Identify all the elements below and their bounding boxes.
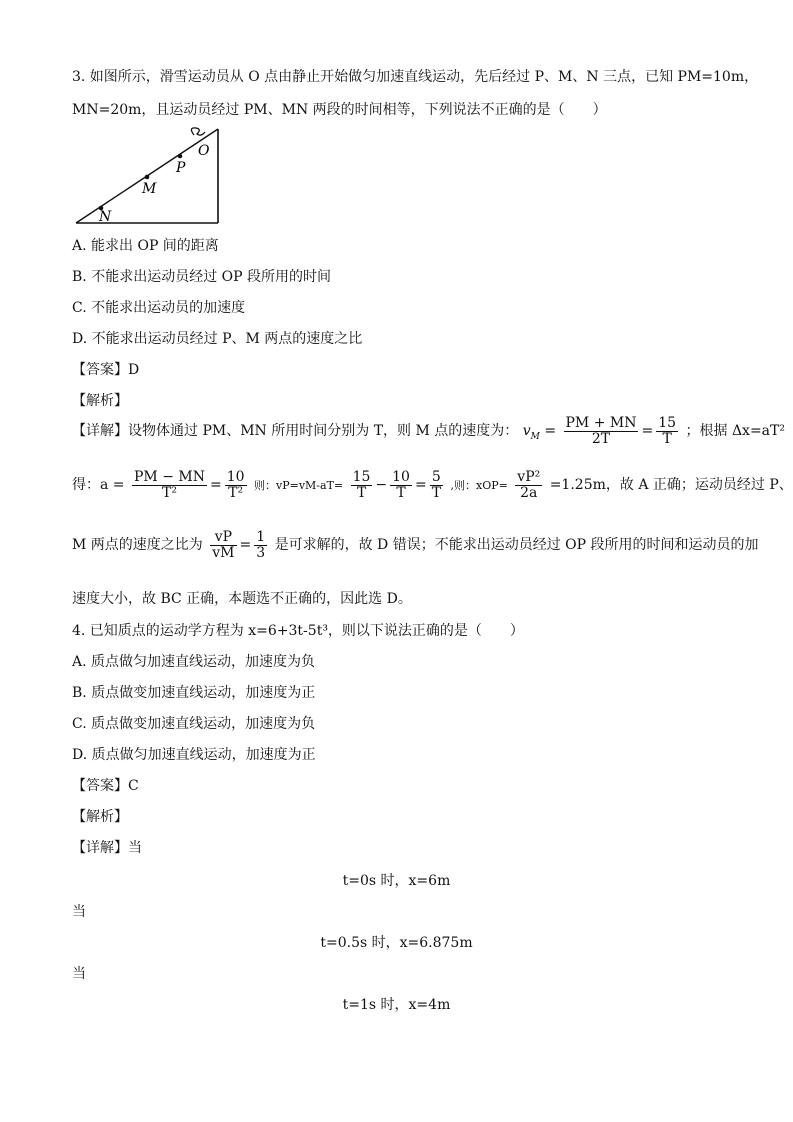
q4-option-c: C. 质点做变加速直线运动，加速度为负 xyxy=(72,716,316,732)
incline-diagram xyxy=(72,124,222,226)
label-o: O xyxy=(198,143,210,159)
q3-option-b: B. 不能求出运动员经过 OP 段所用的时间 xyxy=(72,269,331,285)
q4-stem: 4. 已知质点的运动学方程为 x=6+3t-5t³，则以下说法正确的是（ ） xyxy=(72,623,524,639)
q3-stem-line1: 3. 如图所示，滑雪运动员从 O 点由静止开始做匀加速直线运动，先后经过 P、M、N 三点，已知 PM=10m， xyxy=(72,69,759,85)
vp-frac-2: $\frac{10}{T}$ xyxy=(392,469,410,501)
q4-row-1: t=0s 时，x=6m xyxy=(342,873,451,889)
q3-detail-line4: 速度大小，故 BC 正确，本题选不正确的，因此选 D。 xyxy=(72,591,412,607)
q3-option-c: C. 不能求出运动员的加速度 xyxy=(72,300,246,316)
speed-ratio-value: $\frac{1}{3}$ xyxy=(256,529,266,561)
speed-ratio-fraction: $\frac{vP}{vM}$ xyxy=(212,529,235,561)
q3-detail-line3: M 两点的速度之比为 $\frac{vP}{vM}$ = $\frac{1}{3}$ 是可求解的，故 D 错误；不能求出运动员经过 OP 段所用的时间和运动员的加 xyxy=(72,529,759,561)
vm-value-fraction: $\frac{15}{T}$ xyxy=(658,415,677,447)
q4-row-2-prefix: 当 xyxy=(72,904,86,920)
vp-frac-3: $\frac{5}{T}$ xyxy=(431,469,442,501)
q4-row-3: t=1s 时，x=4m xyxy=(342,997,451,1013)
accel-value-fraction: $\frac{10}{\text{T²}}$ xyxy=(226,469,245,501)
xop-fraction: $\frac{\text{vP²}}{2a}$ xyxy=(517,469,541,501)
q4-row-3-prefix: 当 xyxy=(72,966,86,982)
q3-stem-line2: MN=20m，且运动员经过 PM、MN 两段的时间相等，下列说法不正确的是（ ） xyxy=(72,102,607,118)
q4-option-a: A. 质点做匀加速直线运动，加速度为负 xyxy=(72,654,316,670)
q4-answer: 【答案】C xyxy=(72,778,139,794)
q4-option-b: B. 质点做变加速直线运动，加速度为正 xyxy=(72,685,316,701)
q4-detail-heading: 【详解】当 xyxy=(72,840,142,856)
vp-frac-1: $\frac{15}{T}$ xyxy=(352,469,371,501)
q4-option-d: D. 质点做匀加速直线运动，加速度为正 xyxy=(72,747,316,763)
q3-option-a: A. 能求出 OP 间的距离 xyxy=(72,238,219,254)
vm-fraction: $\frac{PM + MN}{2T}$ xyxy=(565,415,637,447)
label-p: P xyxy=(176,160,186,176)
q4-analysis-heading: 【解析】 xyxy=(72,809,128,825)
q3-answer: 【答案】D xyxy=(72,362,140,378)
label-n: N xyxy=(99,209,112,225)
point-m xyxy=(145,175,150,180)
q3-option-d: D. 不能求出运动员经过 P、M 两点的速度之比 xyxy=(72,331,363,347)
point-p xyxy=(178,154,183,159)
skier-icon xyxy=(191,128,205,135)
label-m: M xyxy=(142,181,157,197)
q4-row-2: t=0.5s 时，x=6.875m xyxy=(320,935,473,951)
q3-analysis-heading: 【解析】 xyxy=(72,393,128,409)
q3-detail-line2: 得：a = $\frac{PM - MN}{\text{T²}}$ = $\frac{10}{\text{T²}}$ 则：vP=vM-aT= $\frac{15}{T}$ − $\frac{10}{T}$ = $\frac{5}{T}$ ,则：xOP= $\frac{\text{vP²}}{2a}$ =1.25m，故 A 正确；运动员经过 P、 xyxy=(72,469,793,501)
accel-fraction: $\frac{PM - MN}{\text{T²}}$ xyxy=(133,469,205,501)
q3-detail-line1: 【详解】设物体通过 PM、MN 所用时间分别为 T，则 M 点的速度为： $v_M$ = $\frac{PM + MN}{2T}$ = $\frac{15}{T}$ ；根据 Δx=aT² xyxy=(72,415,785,447)
